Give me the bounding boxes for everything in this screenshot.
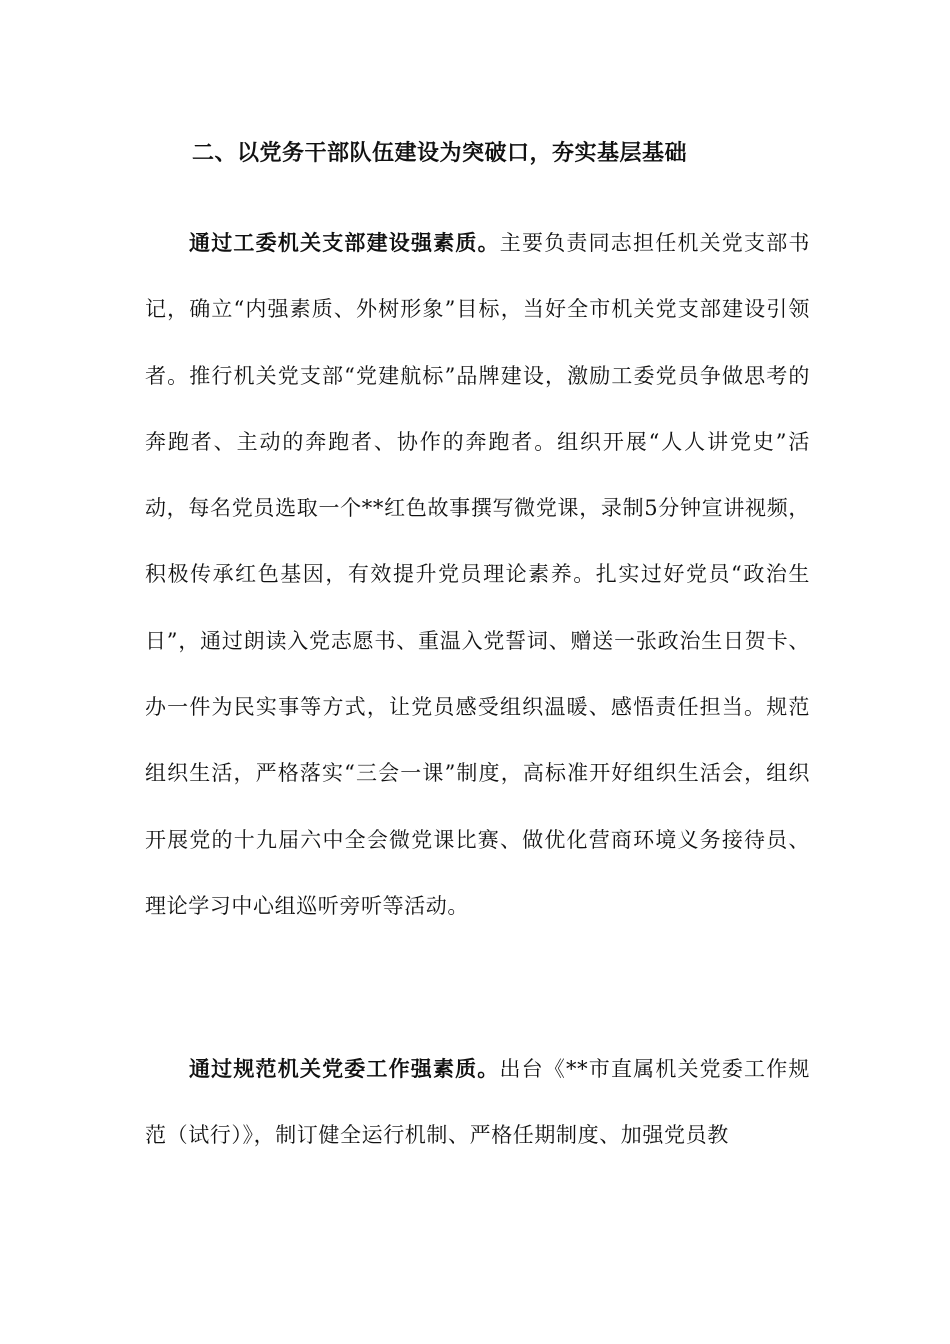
section-heading: 二、以党务干部队伍建设为突破口，夯实基层基础 bbox=[192, 140, 688, 166]
paragraph-1-lead: 通过工委机关支部建设强素质。 bbox=[189, 230, 500, 255]
paragraph-2 bbox=[145, 1036, 810, 1169]
paragraph-1 bbox=[145, 210, 810, 939]
paragraph-2-body: 出台《**市直属机关党委工作规范（试行）》，制订健全运行机制、严格任期制度、加强党员教 bbox=[145, 1057, 810, 1148]
paragraph-1-body: 主要负责同志担任机关党支部书记，确立“内强素质、外树形象”目标，当好全市机关党支部建设引领者。推行机关党支部“党建航标”品牌建设，激励工委党员争做思考的奔跑者、主动的奔跑者、协作的奔跑者。组织开展“人人讲党史”活动，每名党员选取一个**红色故事撰写微党课，录制5分钟宣讲视频，积极传承红色基因，有效提升党员理论素养。扎实过好党员“政治生日”，通过朗读入党志愿书、重温入党誓词、赠送一张政治生日贺卡、办一件为民实事等方式，让党员感受组织温暖、感悟责任担当。规范组织生活，严格落实“三会一课”制度，高标准开好组织生活会，组织开展党的十九届六中全会微党课比赛、做优化营商环境义务接待员、理论学习中心组巡听旁听等活动。 bbox=[145, 231, 810, 918]
paragraph-2-lead: 通过规范机关党委工作强素质。 bbox=[189, 1056, 500, 1081]
